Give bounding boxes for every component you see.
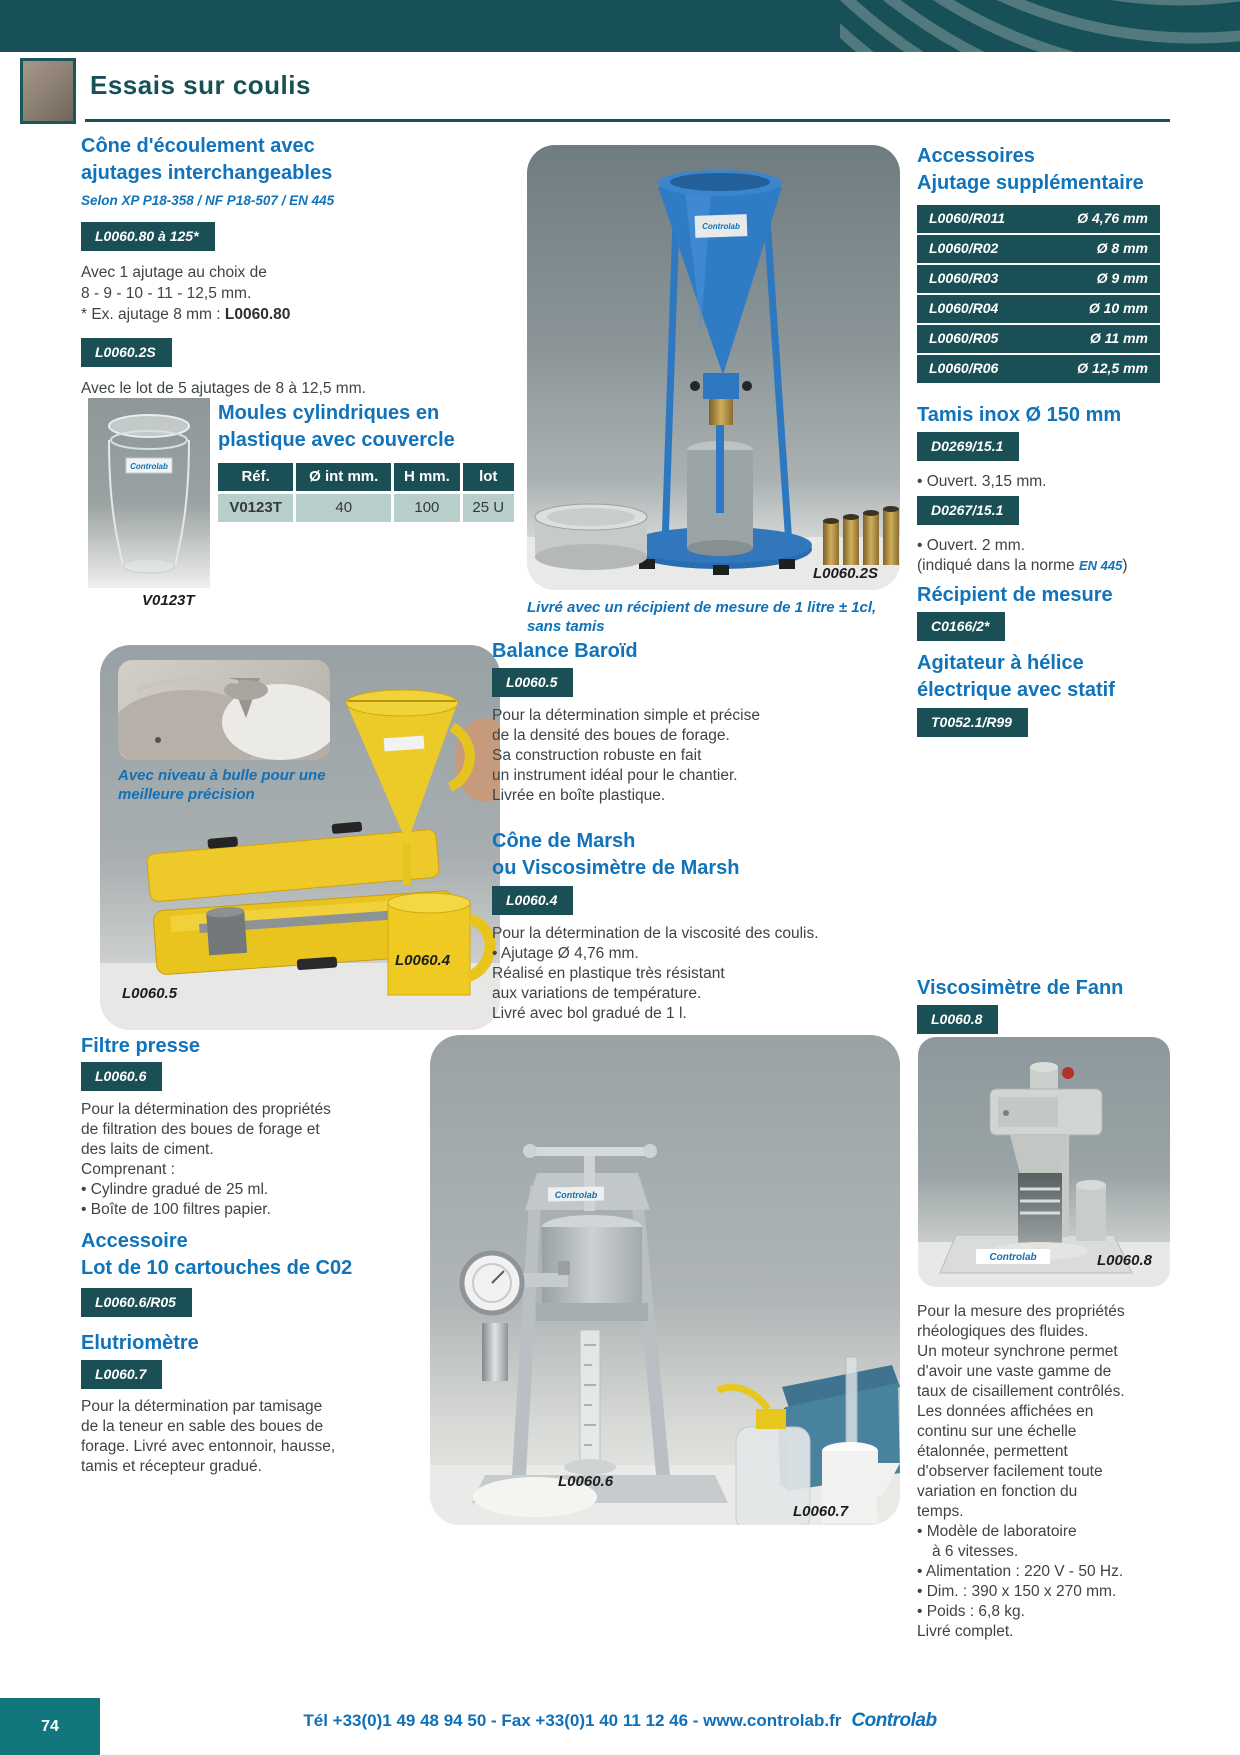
cell-ref: V0123T xyxy=(218,494,293,522)
cone-desc-line2: 8 - 9 - 10 - 11 - 12,5 mm. xyxy=(81,285,252,302)
fann-desc-line2: rhéologiques des fluides. xyxy=(917,1323,1089,1340)
ref-badge-l0060-6: L0060.6 xyxy=(81,1062,162,1091)
recipient-title: Récipient de mesure xyxy=(917,584,1113,606)
ref-badge-l0060-80: L0060.80 à 125* xyxy=(81,222,215,251)
ajutage-size: Ø 4,76 mm xyxy=(1077,210,1148,226)
elutrio-desc-line2: de la teneur en sable des boues de xyxy=(81,1418,324,1435)
tamis-norm-prefix: (indiqué dans la norme xyxy=(917,557,1079,574)
ref-badge-l0060-8: L0060.8 xyxy=(917,1005,998,1034)
accessoire-title-line1: Accessoire xyxy=(81,1230,188,1252)
cone-desc-line3 xyxy=(81,304,290,325)
balance-desc-line2: de la densité des boues de forage. xyxy=(492,727,730,744)
ajutage-row xyxy=(917,205,1160,233)
cone-desc-line3-ref: L0060.80 xyxy=(224,306,291,323)
ref-badge-d0269: D0269/15.1 xyxy=(917,432,1019,461)
marsh-desc-line3: Réalisé en plastique très résistant xyxy=(492,965,725,982)
cone-photo-note-line1: Livré avec un récipient de mesure de 1 litre ± 1cl, xyxy=(527,599,877,616)
fann-desc-line13: à 6 vitesses. xyxy=(932,1543,1019,1560)
ajutage-row xyxy=(917,355,1160,383)
tamis-note1: • Ouvert. 3,15 mm. xyxy=(917,473,1047,490)
fann-title: Viscosimètre de Fann xyxy=(917,977,1124,999)
ajutage-table xyxy=(917,205,1160,385)
moules-title-line2: plastique avec couvercle xyxy=(218,429,455,451)
cone-title-line1: Cône d'écoulement avec xyxy=(81,135,315,157)
col-header-lot: lot xyxy=(463,463,514,491)
fann-desc-line3: Un moteur synchrone permet xyxy=(917,1343,1118,1360)
ref-badge-l0060-4: L0060.4 xyxy=(492,886,573,915)
cell-hauteur: 100 xyxy=(394,494,459,522)
brand-label: Controlab xyxy=(702,222,740,231)
elutrio-desc-line1: Pour la détermination par tamisage xyxy=(81,1398,323,1415)
elutrio-desc-line3: forage. Livré avec entonnoir, hausse, xyxy=(81,1438,336,1455)
moules-table xyxy=(218,463,514,525)
ajutage-row xyxy=(917,325,1160,353)
page-title: Essais sur coulis xyxy=(90,70,311,100)
marsh-desc-line5: Livré avec bol gradué de 1 l. xyxy=(492,1005,687,1022)
photo-filter-press-elutriometer xyxy=(430,1035,900,1525)
fann-desc-line6: Les données affichées en xyxy=(917,1403,1094,1420)
agitateur-title-line1: Agitateur à hélice xyxy=(917,652,1084,674)
accessoires-title: Accessoires xyxy=(917,145,1035,167)
agitateur-title-line2: électrique avec statif xyxy=(917,679,1115,701)
tamis-norm-ref: EN 445 xyxy=(1079,558,1123,573)
filtre-desc-line4: Comprenant : xyxy=(81,1161,175,1178)
elutrio-desc-line4: tamis et récepteur gradué. xyxy=(81,1458,262,1475)
page-number: 74 xyxy=(41,1717,59,1735)
photo-fann-viscometer xyxy=(918,1037,1170,1287)
ajutage-code: L0060/R011 xyxy=(929,210,1006,226)
footer xyxy=(100,1710,1140,1732)
footer-contact-text: Tél +33(0)1 49 48 94 50 - Fax +33(0)1 40 11 12 46 - www.controlab.fr xyxy=(303,1711,842,1730)
ajutage-code: L0060/R02 xyxy=(929,240,999,256)
flow-cone-illustration xyxy=(527,145,900,590)
mould-illustration xyxy=(88,398,210,588)
balance-desc-line4: un instrument idéal pour le chantier. xyxy=(492,767,738,784)
filtre-title: Filtre presse xyxy=(81,1035,200,1057)
elutriometre-title: Elutriomètre xyxy=(81,1332,199,1354)
fann-desc-line11: temps. xyxy=(917,1503,964,1520)
ajutage-row xyxy=(917,265,1160,293)
ref-badge-t0052: T0052.1/R99 xyxy=(917,708,1028,737)
ajutage-code: L0060/R03 xyxy=(929,270,999,286)
ajutage-size: Ø 11 mm xyxy=(1089,330,1148,346)
tamis-title: Tamis inox Ø 150 mm xyxy=(917,404,1122,426)
filter-press-illustration xyxy=(430,1035,900,1525)
filtre-desc-line5: • Cylindre gradué de 25 ml. xyxy=(81,1181,269,1198)
caption-l0060-2s: L0060.2S xyxy=(812,565,878,582)
fann-desc-line14: • Alimentation : 220 V - 50 Hz. xyxy=(917,1563,1124,1580)
marsh-desc-line1: Pour la détermination de la viscosité des coulis. xyxy=(492,925,819,942)
ajutage-size: Ø 12,5 mm xyxy=(1077,360,1148,376)
section-thumbnail-photo xyxy=(20,58,76,124)
fann-desc-line12: • Modèle de laboratoire xyxy=(917,1523,1077,1540)
filtre-desc-line1: Pour la détermination des propriétés xyxy=(81,1101,331,1118)
fann-desc-line1: Pour la mesure des propriétés xyxy=(917,1303,1125,1320)
bubble-level-illustration xyxy=(118,660,330,760)
marsh-title-line2: ou Viscosimètre de Marsh xyxy=(492,857,740,879)
ajutage-code: L0060/R05 xyxy=(929,330,999,346)
filtre-desc-line6: • Boîte de 100 filtres papier. xyxy=(81,1201,271,1218)
balance-baroid-title: Balance Baroïd xyxy=(492,640,638,662)
balance-desc-line1: Pour la détermination simple et précise xyxy=(492,707,760,724)
fann-desc-line4: d'avoir une vaste gamme de xyxy=(917,1363,1112,1380)
cell-diametre: 40 xyxy=(296,494,391,522)
balance-desc-line5: Livrée en boîte plastique. xyxy=(492,787,666,804)
ref-badge-l0060-7: L0060.7 xyxy=(81,1360,162,1389)
controlab-logo: Controlab xyxy=(851,1710,937,1731)
ajutage-size: Ø 8 mm xyxy=(1096,240,1148,256)
cell-lot: 25 U xyxy=(463,494,514,522)
ajutage-code: L0060/R06 xyxy=(929,360,999,376)
caption-l0060-5: L0060.5 xyxy=(122,985,178,1002)
accessoire-title-line2: Lot de 10 cartouches de C02 xyxy=(81,1257,353,1279)
caption-v0123t: V0123T xyxy=(142,592,195,609)
header-curves-decoration xyxy=(840,0,1240,52)
caption-l0060-8: L0060.8 xyxy=(1096,1252,1152,1269)
fann-desc-line7: continu sur une échelle xyxy=(917,1423,1077,1440)
cone-desc-line3-prefix: * Ex. ajutage 8 mm : xyxy=(81,306,225,323)
cone-desc-line1: Avec 1 ajutage au choix de xyxy=(81,264,267,281)
ref-badge-d0267: D0267/15.1 xyxy=(917,496,1019,525)
fann-desc-line17: Livré complet. xyxy=(917,1623,1014,1640)
balance-note-line1: Avec niveau à bulle pour une xyxy=(118,767,326,784)
moules-table-header-row xyxy=(218,463,514,491)
cone-desc2: Avec le lot de 5 ajutages de 8 à 12,5 mm. xyxy=(81,380,366,397)
col-header-hauteur: H mm. xyxy=(394,463,459,491)
marsh-title-line1: Cône de Marsh xyxy=(492,830,636,852)
cone-title-line2: ajutages interchangeables xyxy=(81,162,333,184)
moules-table-data-row xyxy=(218,494,514,522)
fann-viscometer-illustration xyxy=(918,1037,1170,1287)
cone-norms: Selon XP P18-358 / NF P18-507 / EN 445 xyxy=(81,193,335,208)
photo-flow-cone-stand xyxy=(527,145,900,590)
ajutage-size: Ø 9 mm xyxy=(1096,270,1148,286)
balance-desc-line3: Sa construction robuste en fait xyxy=(492,747,702,764)
brand-label: Controlab xyxy=(554,1190,598,1200)
marsh-desc-line2: • Ajutage Ø 4,76 mm. xyxy=(492,945,639,962)
photo-mould-v0123t xyxy=(88,398,210,588)
page-number-box xyxy=(0,1698,100,1755)
header-band xyxy=(0,0,1240,52)
moules-title-line1: Moules cylindriques en xyxy=(218,402,440,424)
fann-desc-line16: • Poids : 6,8 kg. xyxy=(917,1603,1025,1620)
tamis-norm-suffix: ) xyxy=(1122,557,1128,574)
ajutage-row xyxy=(917,295,1160,323)
col-header-diametre: Ø int mm. xyxy=(296,463,391,491)
caption-l0060-4: L0060.4 xyxy=(395,952,451,969)
ref-badge-l0060-2s: L0060.2S xyxy=(81,338,172,367)
filtre-desc-line3: des laits de ciment. xyxy=(81,1141,214,1158)
ajutage-size: Ø 10 mm xyxy=(1088,300,1148,316)
col-header-ref: Réf. xyxy=(218,463,293,491)
tamis-note2: • Ouvert. 2 mm. xyxy=(917,537,1025,554)
ajutage-title: Ajutage supplémentaire xyxy=(917,172,1144,194)
ajutage-row xyxy=(917,235,1160,263)
ref-badge-l0060-5: L0060.5 xyxy=(492,668,573,697)
brand-label: Controlab xyxy=(989,1252,1037,1263)
fann-desc-line15: • Dim. : 390 x 150 x 270 mm. xyxy=(917,1583,1117,1600)
filtre-desc-line2: de filtration des boues de forage et xyxy=(81,1121,320,1138)
ajutage-code: L0060/R04 xyxy=(929,300,999,316)
fann-desc-line10: variation en fonction du xyxy=(917,1483,1078,1500)
fann-desc-line5: taux de cisaillement contrôlés. xyxy=(917,1383,1125,1400)
ref-badge-c0166: C0166/2* xyxy=(917,612,1005,641)
brand-label: Controlab xyxy=(130,462,168,471)
tamis-norm-note xyxy=(917,556,1128,576)
caption-l0060-7: L0060.7 xyxy=(793,1503,849,1520)
title-rule xyxy=(85,119,1170,122)
fann-desc-line9: d'observer facilement toute xyxy=(917,1463,1103,1480)
marsh-desc-line4: aux variations de température. xyxy=(492,985,702,1002)
inset-bubble-level-photo xyxy=(118,660,330,760)
ref-badge-l0060-6-r05: L0060.6/R05 xyxy=(81,1288,192,1317)
balance-note-line2: meilleure précision xyxy=(118,786,255,803)
cone-photo-note-line2: sans tamis xyxy=(527,618,605,635)
fann-desc-line8: étalonnée, permettent xyxy=(917,1443,1068,1460)
caption-l0060-6: L0060.6 xyxy=(558,1473,614,1490)
